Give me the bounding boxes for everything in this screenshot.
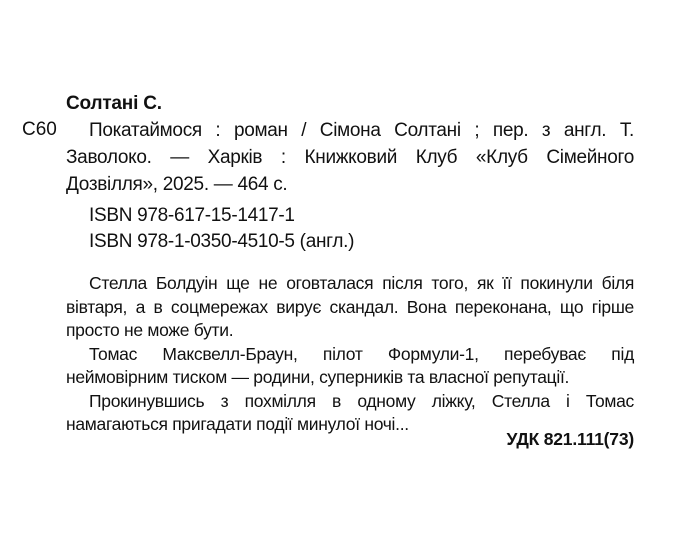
annotation-paragraph-morning: Прокинувшись з похмілля в одному ліжку, Стелла і Томас намагаються пригадати події минулої ночі...: [66, 390, 634, 434]
isbn-ukrainian: ISBN 978-617-15-1417-1: [89, 205, 295, 226]
classification-code: С60: [22, 119, 57, 140]
udk-code: УДК 821.111(73): [506, 429, 634, 449]
author-heading: Солтані С.: [66, 93, 162, 114]
annotation-paragraph-stella: Стелла Болдуін ще не оговталася після того, як її покинули біля вівтаря, а в соцмережах вирує скандал. Вона переконана, що гірше просто не може бути.: [66, 273, 634, 340]
bibliographic-description: Покатаймося : роман / Сімона Солтані ; пер. з англ. Т. Заволоко. — Харків : Книжковий Клуб «Клуб Сімейного Дозвілля», 2025. — 464 с.: [66, 120, 634, 195]
isbn-list: [89, 203, 354, 255]
annotation: [66, 272, 634, 437]
isbn-english: ISBN 978-1-0350-4510-5 (англ.): [89, 231, 355, 252]
annotation-paragraph-thomas: Томас Максвелл-Браун, пілот Формули-1, перебуває під неймовірним тиском — родини, суперників та власної репутації.: [66, 343, 634, 387]
